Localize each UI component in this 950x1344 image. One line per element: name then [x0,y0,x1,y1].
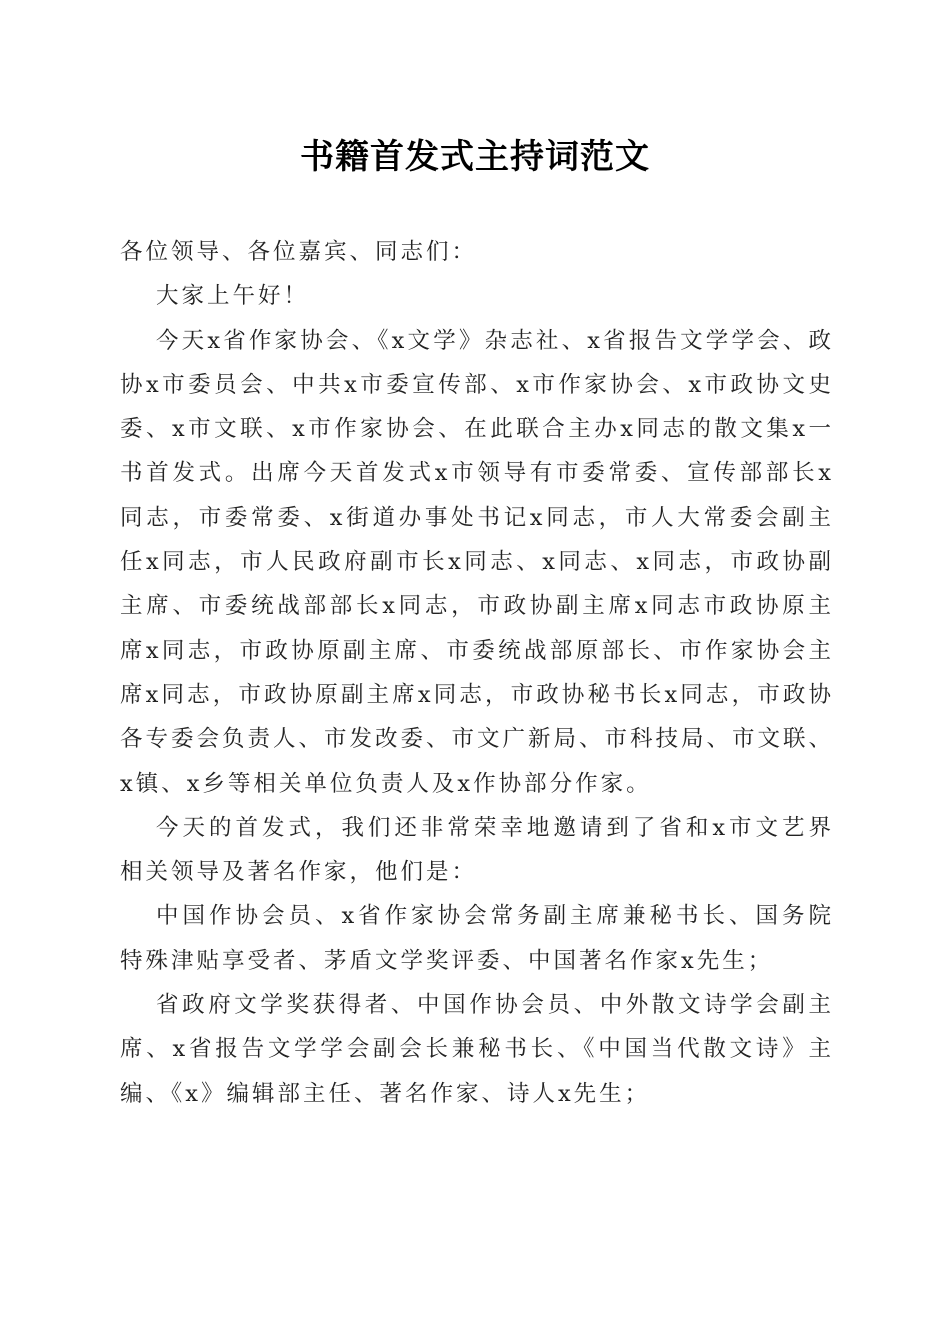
paragraph-guest-2: 省政府文学奖获得者、中国作协会员、中外散文诗学会副主席、x省报告文学学会副会长兼秘书长、《中国当代散文诗》主编、《x》编辑部主任、著名作家、诗人x先生； [120,992,834,1107]
paragraph-guests-intro: 今天的首发式，我们还非常荣幸地邀请到了省和x市文艺界相关领导及著名作家，他们是： [120,814,834,886]
salutation: 各位领导、各位嘉宾、同志们： [120,239,478,265]
paragraph-greeting: 大家上午好！ [156,283,310,310]
paragraph-guest-1: 中国作协会员、x省作家协会常务副主席兼秘书长、国务院特殊津贴享受者、茅盾文学奖评委、中国著名作家x先生； [120,903,834,974]
paragraph-attendees: 今天x省作家协会、《x文学》杂志社、x省报告文学学会、政协x市委员会、中共x市委宣传部、x市作家协会、x市政协文史委、x市文联、x市作家协会、在此联合主办x同志的散文集x一书首发式。出席今天首发式x市领导有市委常委、宣传部部长x同志，市委常委、x街道办事处书记x同志，市人大常委会副主任x同志，市人民政府副市长x同志、x同志、x同志，市政协副主席、市委统战部部长x同志，市政协副主席x同志市政协原主席x同志，市政协原副主席、市委统战部原部长、市作家协会主席x同志，市政协原副主席x同志，市政协秘书长x同志，市政协各专委会负责人、市发改委、市文广新局、市科技局、市文联、x镇、x乡等相关单位负责人及x作协部分作家。 [120,327,835,797]
document-body [120,230,834,1116]
document-title: 书籍首发式主持词范文 [300,137,650,177]
